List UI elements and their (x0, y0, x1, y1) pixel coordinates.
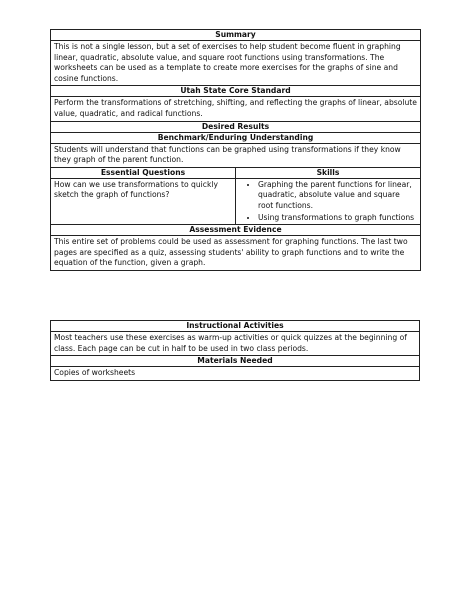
essential-questions-heading: Essential Questions (51, 167, 236, 178)
materials-text: Copies of worksheets (51, 367, 420, 381)
summary-text: This is not a single lesson, but a set of exercises to help student become fluent in graphing linear, quadratic, absolute value, and square root functions using transformations. The worksheets can be used as a template to create more exercises for the graphs of sine and cosine functions. (51, 41, 421, 86)
desired-results-row (51, 121, 421, 132)
skills-heading: Skills (236, 167, 421, 178)
assessment-heading: Assessment Evidence (51, 225, 421, 236)
benchmark-heading: Benchmark/Enduring Understanding (51, 132, 421, 143)
activities-table (50, 320, 420, 381)
benchmark-heading-row (51, 132, 421, 143)
materials-text-row (51, 367, 420, 381)
questions-skills-heading-row (51, 167, 421, 178)
skill-item: • Graphing the parent functions for linear, quadratic, absolute value and square root functions. (258, 180, 417, 212)
benchmark-text: Students will understand that functions can be graphed using transformations if they know they graph of the parent function. (51, 143, 421, 167)
activities-text: Most teachers use these exercises as warm-up activities or quick quizzes at the beginning of class. Each page can be cut in half to be used in two class periods. (51, 332, 420, 356)
summary-heading: Summary (51, 30, 421, 41)
summary-heading-row (51, 30, 421, 41)
activities-heading-row (51, 321, 420, 332)
standard-text: Perform the transformations of stretching, shifting, and reflecting the graphs of linear, absolute value, quadratic, and radical functions. (51, 97, 421, 121)
activities-heading: Instructional Activities (51, 321, 420, 332)
standard-heading-row (51, 86, 421, 97)
assessment-text-row (51, 236, 421, 271)
summary-text-row (51, 41, 421, 86)
standard-text-row (51, 97, 421, 121)
assessment-text: This entire set of problems could be used as assessment for graphing functions. The last two pages are specified as a quiz, assessing students' ability to graph functions and to write the equation of the function, given a graph. (51, 236, 421, 271)
assessment-heading-row (51, 225, 421, 236)
benchmark-text-row (51, 143, 421, 167)
skills-list (239, 180, 417, 223)
essential-questions-text: How can we use transformations to quickly sketch the graph of functions? (51, 178, 236, 224)
skill-item: • Using transformations to graph functions (258, 213, 417, 224)
materials-heading: Materials Needed (51, 356, 420, 367)
activities-text-row (51, 332, 420, 356)
skills-cell (236, 178, 421, 224)
questions-skills-row (51, 178, 421, 224)
materials-heading-row (51, 356, 420, 367)
standard-heading: Utah State Core Standard (51, 86, 421, 97)
desired-results-heading: Desired Results (51, 121, 421, 132)
lesson-plan-table (50, 29, 421, 271)
